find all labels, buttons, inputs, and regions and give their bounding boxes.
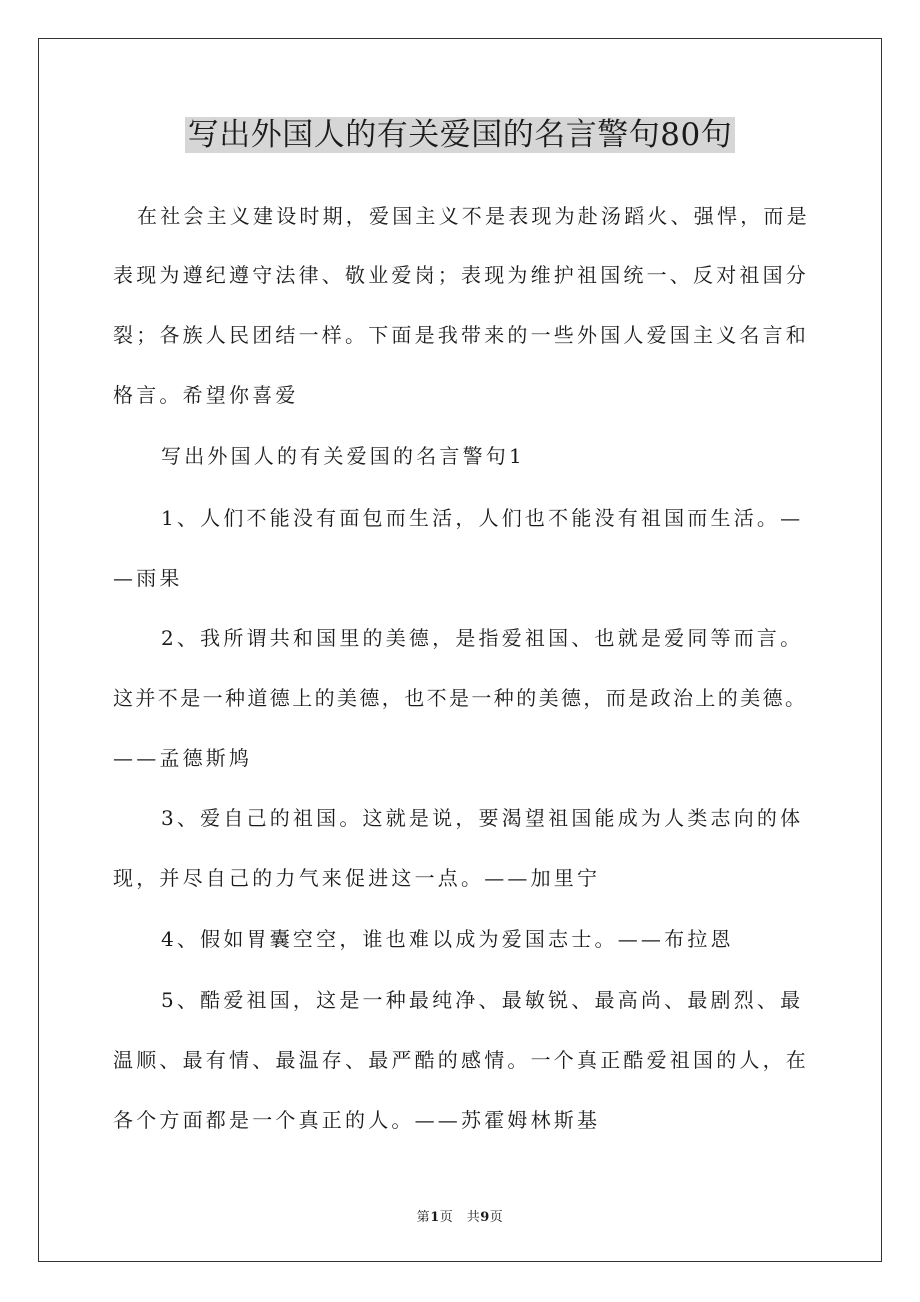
- quote-line: 现，并尽自己的力气来促进这一点。——加里宁: [113, 866, 601, 890]
- footer-suffix: 页: [489, 1210, 504, 1225]
- footer-total-pages: 9: [480, 1210, 490, 1225]
- quote-line: ——孟德斯鸠: [113, 746, 253, 770]
- paragraph-line: 格言。希望你喜爱: [113, 383, 299, 407]
- quote-line: 4、假如胃囊空空，谁也难以成为爱国志士。——布拉恩: [161, 927, 734, 951]
- quote-line: —雨果: [113, 566, 183, 590]
- paragraph-line: 表现为遵纪遵守法律、敬业爱岗；表现为维护祖国统一、反对祖国分: [113, 263, 809, 287]
- quote-line: 1、人们不能没有面包而生活，人们也不能没有祖国而生活。—: [161, 506, 804, 530]
- footer-current-page: 1: [430, 1210, 440, 1225]
- quote-line: 2、我所谓共和国里的美德，是指爱祖国、也就是爱同等而言。: [161, 626, 804, 650]
- footer-prefix: 第: [416, 1210, 431, 1225]
- footer-mid: 页 共: [439, 1210, 481, 1225]
- section-heading: 写出外国人的有关爱国的名言警句1: [161, 444, 525, 468]
- quote-line: 这并不是一种道德上的美德，也不是一种的美德，而是政治上的美德。: [113, 686, 808, 710]
- title-text: 写出外国人的有关爱国的名言警句80句: [185, 117, 735, 153]
- paragraph-line: 裂；各族人民团结一样。下面是我带来的一些外国人爱国主义名言和: [113, 323, 809, 347]
- page-footer: [0, 1206, 920, 1225]
- quote-line: 各个方面都是一个真正的人。——苏霍姆林斯基: [113, 1108, 601, 1132]
- quote-line: 3、爱自己的祖国。这就是说，要渴望祖国能成为人类志向的体: [161, 806, 804, 830]
- quote-line: 温顺、最有情、最温存、最严酷的感情。一个真正酷爱祖国的人，在: [113, 1048, 809, 1072]
- document-title: [0, 113, 920, 157]
- quote-line: 5、酷爱祖国，这是一种最纯净、最敏锐、最高尚、最剧烈、最: [161, 988, 804, 1012]
- paragraph-line: 在社会主义建设时期，爱国主义不是表现为赴汤蹈火、强悍，而是: [137, 204, 810, 228]
